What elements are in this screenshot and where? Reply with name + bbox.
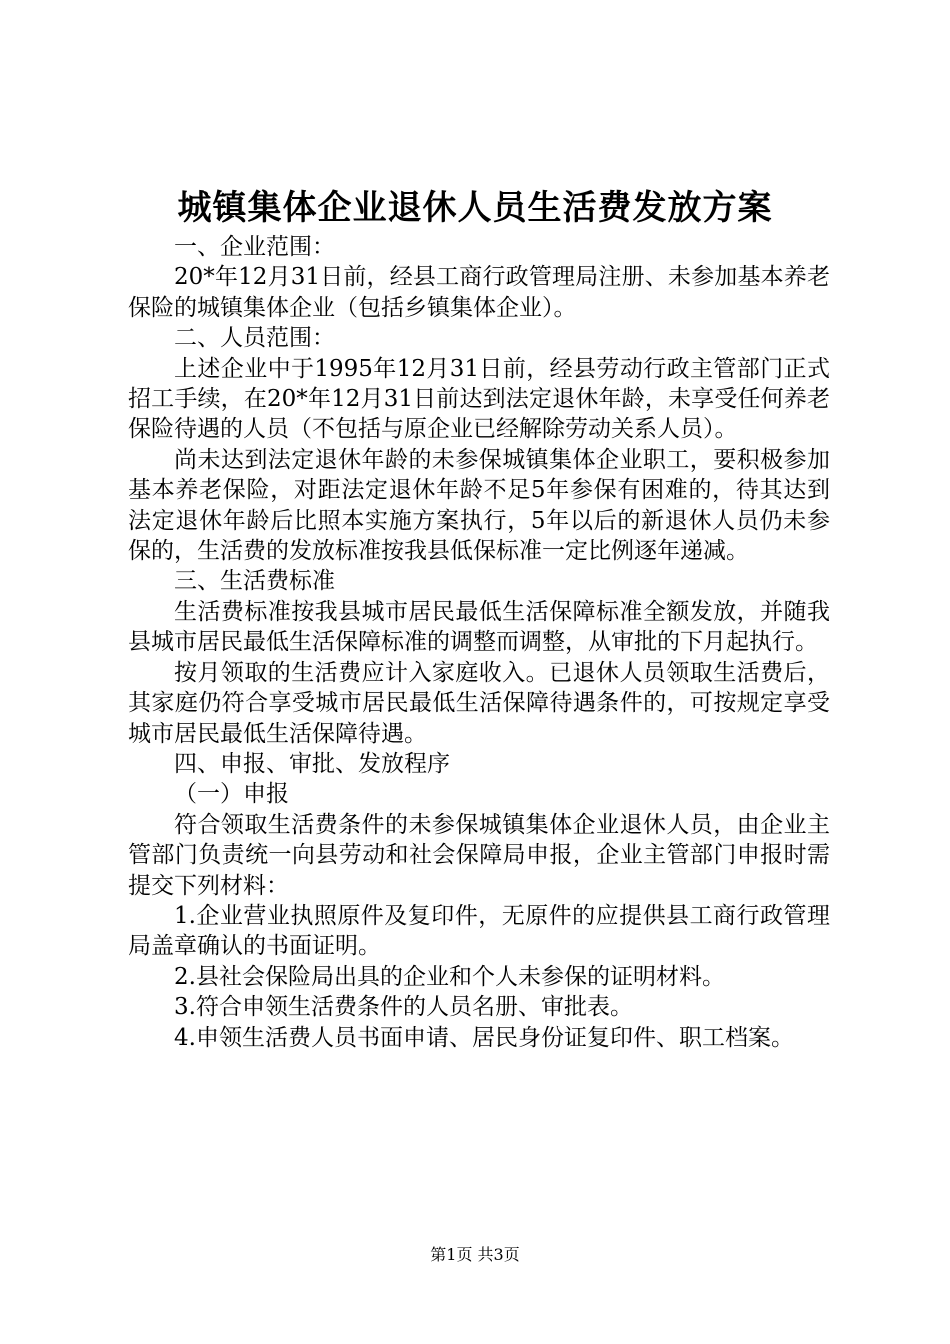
document-body xyxy=(128,232,830,1053)
subsection-heading-application: （一）申报 xyxy=(174,781,289,808)
section-heading-procedure: 四、申报、审批、发放程序 xyxy=(174,750,450,777)
paragraph: 20*年12月31日前，经县工商行政管理局注册、未参加基本养老保险的城镇集体企业（包括乡镇集体企业）。 xyxy=(128,264,830,321)
paragraph: 按月领取的生活费应计入家庭收入。已退休人员领取生活费后，其家庭仍符合享受城市居民最低生活保障待遇条件的，可按规定享受城市居民最低生活保障待遇。 xyxy=(128,659,830,747)
list-item: 2.县社会保险局出具的企业和个人未参保的证明材料。 xyxy=(174,963,725,990)
paragraph: 上述企业中于1995年12月31日前，经县劳动行政主管部门正式招工手续，在20*年12月31日前达到法定退休年龄，未享受任何养老保险待遇的人员（不包括与原企业已经解除劳动关系人员）。 xyxy=(128,355,830,443)
list-item: 3.符合申领生活费条件的人员名册、审批表。 xyxy=(174,994,633,1021)
section-heading-personnel-scope: 二、人员范围： xyxy=(174,325,335,352)
paragraph: 生活费标准按我县城市居民最低生活保障标准全额发放，并随我县城市居民最低生活保障标准的调整而调整，从审批的下月起执行。 xyxy=(128,598,830,656)
list-item: 4.申领生活费人员书面申请、居民身份证复印件、职工档案。 xyxy=(174,1024,794,1051)
paragraph: 尚未达到法定退休年龄的未参保城镇集体企业职工，要积极参加基本养老保险，对距法定退休年龄不足5年参保有困难的，待其达到法定退休年龄后比照本实施方案执行，5年以后的新退休人员仍未参保的，生活费的发放标准按我县低保标准一定比例逐年递减。 xyxy=(128,446,830,565)
document-title: 城镇集体企业退休人员生活费发放方案 xyxy=(177,188,773,228)
paragraph: 符合领取生活费条件的未参保城镇集体企业退休人员，由企业主管部门负责统一向县劳动和社会保障局申报，企业主管部门申报时需提交下列材料： xyxy=(128,811,830,899)
list-item: 1.企业营业执照原件及复印件，无原件的应提供县工商行政管理局盖章确认的书面证明。 xyxy=(128,902,830,960)
page-footer: 第1页 共3页 xyxy=(430,1245,520,1264)
section-heading-enterprise-scope: 一、企业范围： xyxy=(174,234,335,260)
section-heading-living-allowance-standard: 三、生活费标准 xyxy=(174,568,335,595)
